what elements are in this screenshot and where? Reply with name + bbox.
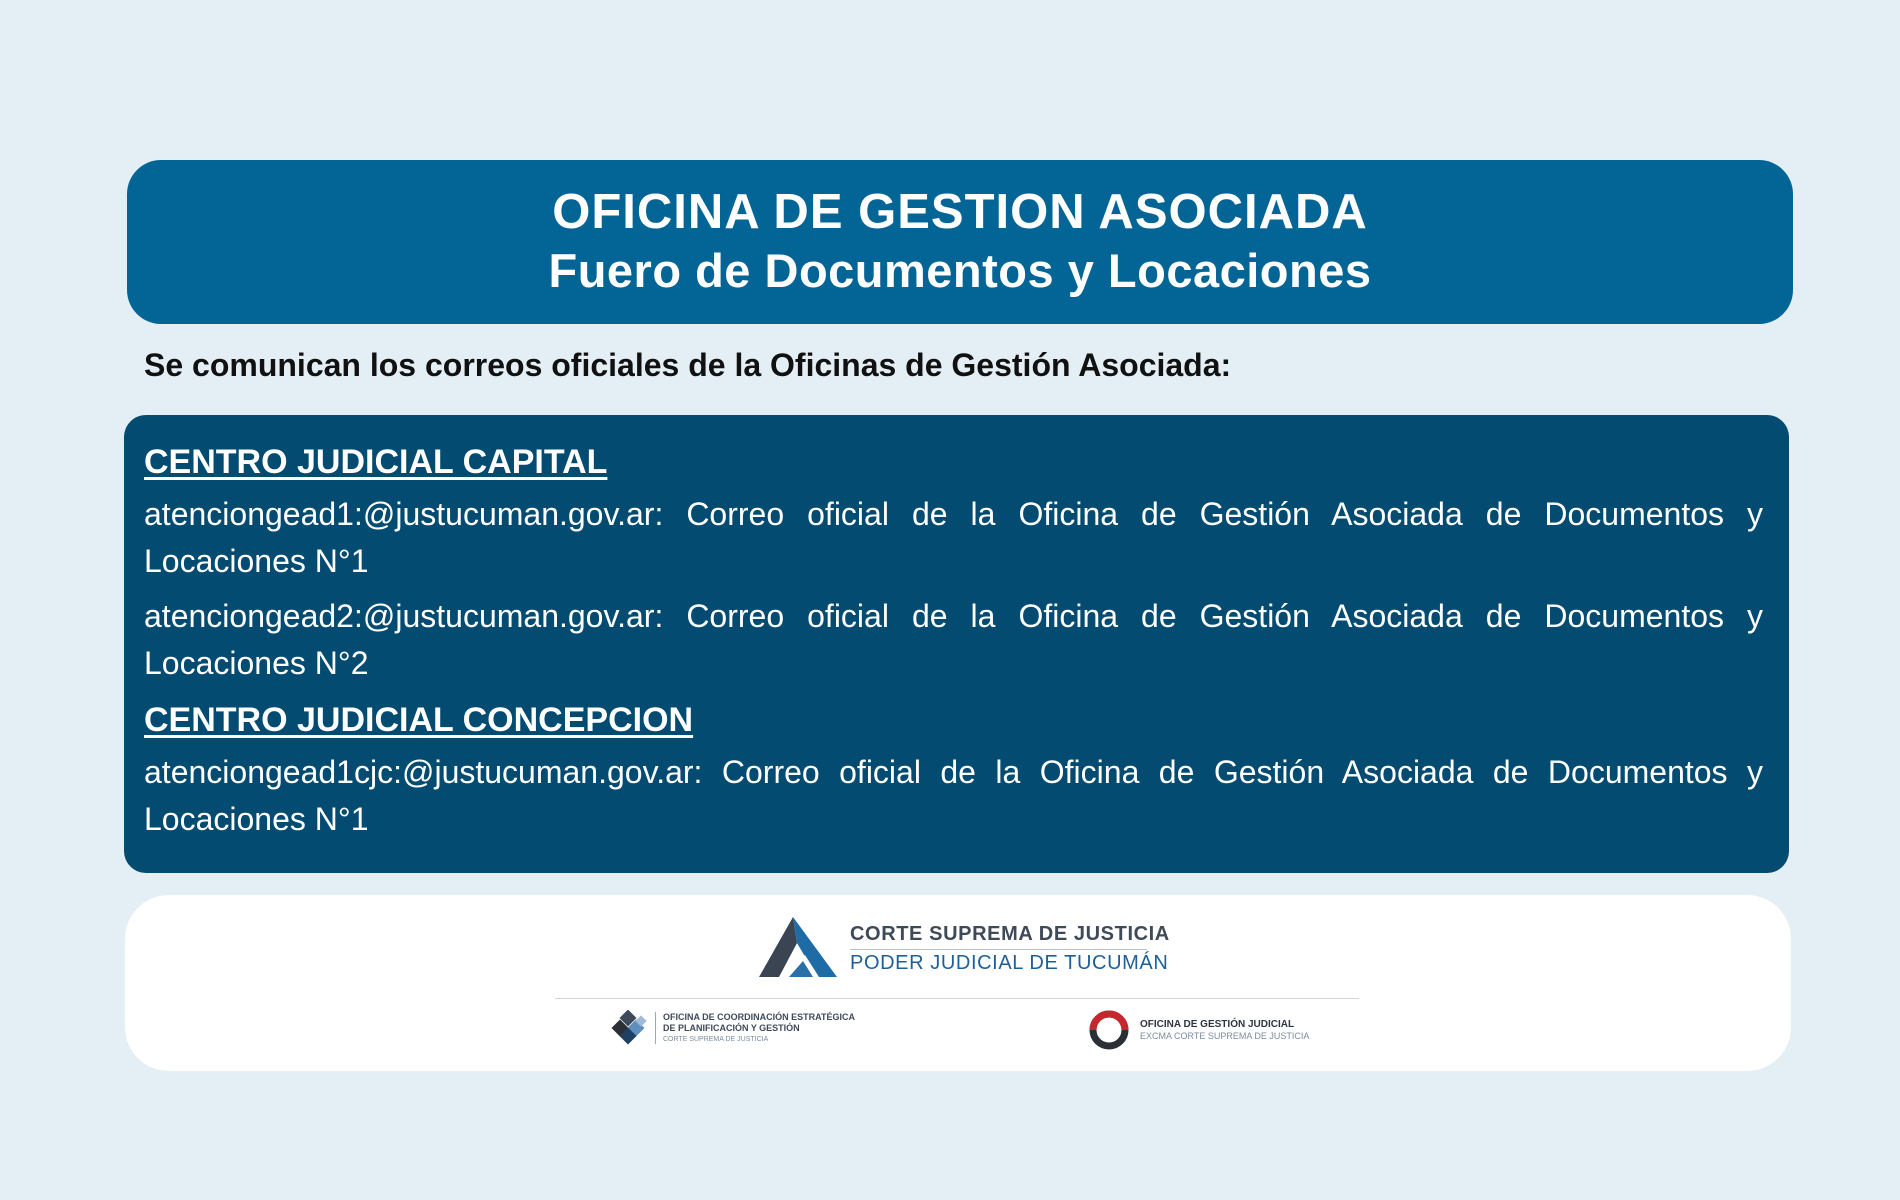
header-banner <box>127 160 1793 324</box>
planning-office-line2: DE PLANIFICACIÓN Y GESTIÓN <box>663 1023 800 1033</box>
email-entry-capital-2: atenciongead2:@justucuman.gov.ar: Correo oficial de la Oficina de Gestión Asociada de Documentos y Locaciones N°2 <box>144 598 1763 681</box>
email-panel <box>124 415 1789 873</box>
puzzle-cross-logo-icon <box>610 1010 652 1046</box>
planning-office-logo <box>610 1008 890 1052</box>
gestion-office-logo <box>1087 1008 1347 1052</box>
email-entry-concepcion-1: atenciongead1cjc:@justucuman.gov.ar: Correo oficial de la Oficina de Gestión Asociada de Documentos y Locaciones N°1 <box>144 754 1763 837</box>
page-title: OFICINA DE GESTION ASOCIADA <box>552 185 1368 239</box>
section-heading-concepcion: CENTRO JUDICIAL CONCEPCION <box>144 701 694 739</box>
mountain-triangle-logo-icon <box>757 915 839 981</box>
footer-divider <box>555 998 1359 999</box>
gestion-office-line2: EXCMA CORTE SUPREMA DE JUSTICIA <box>1140 1031 1310 1041</box>
ring-logo-icon <box>1087 1008 1131 1052</box>
planning-office-line3: CORTE SUPREMA DE JUSTICIA <box>663 1036 769 1043</box>
court-logo <box>757 915 1187 985</box>
logo-rule <box>850 949 1147 950</box>
court-name: CORTE SUPREMA DE JUSTICIA <box>850 923 1170 945</box>
court-subname: PODER JUDICIAL DE TUCUMÁN <box>850 952 1169 974</box>
planning-office-line1: OFICINA DE COORDINACIÓN ESTRATÉGICA <box>663 1012 856 1022</box>
email-entry-capital-1: atenciongead1:@justucuman.gov.ar: Correo oficial de la Oficina de Gestión Asociada de Documentos y Locaciones N°1 <box>144 496 1763 579</box>
page-subtitle: Fuero de Documentos y Locaciones <box>548 244 1372 297</box>
section-heading-capital: CENTRO JUDICIAL CAPITAL <box>144 443 608 481</box>
footer-card <box>125 895 1791 1071</box>
gestion-office-line1: OFICINA DE GESTIÓN JUDICIAL <box>1140 1019 1295 1030</box>
intro-text: Se comunican los correos oficiales de la Oficinas de Gestión Asociada: <box>144 347 1232 383</box>
logo-separator <box>655 1012 656 1044</box>
